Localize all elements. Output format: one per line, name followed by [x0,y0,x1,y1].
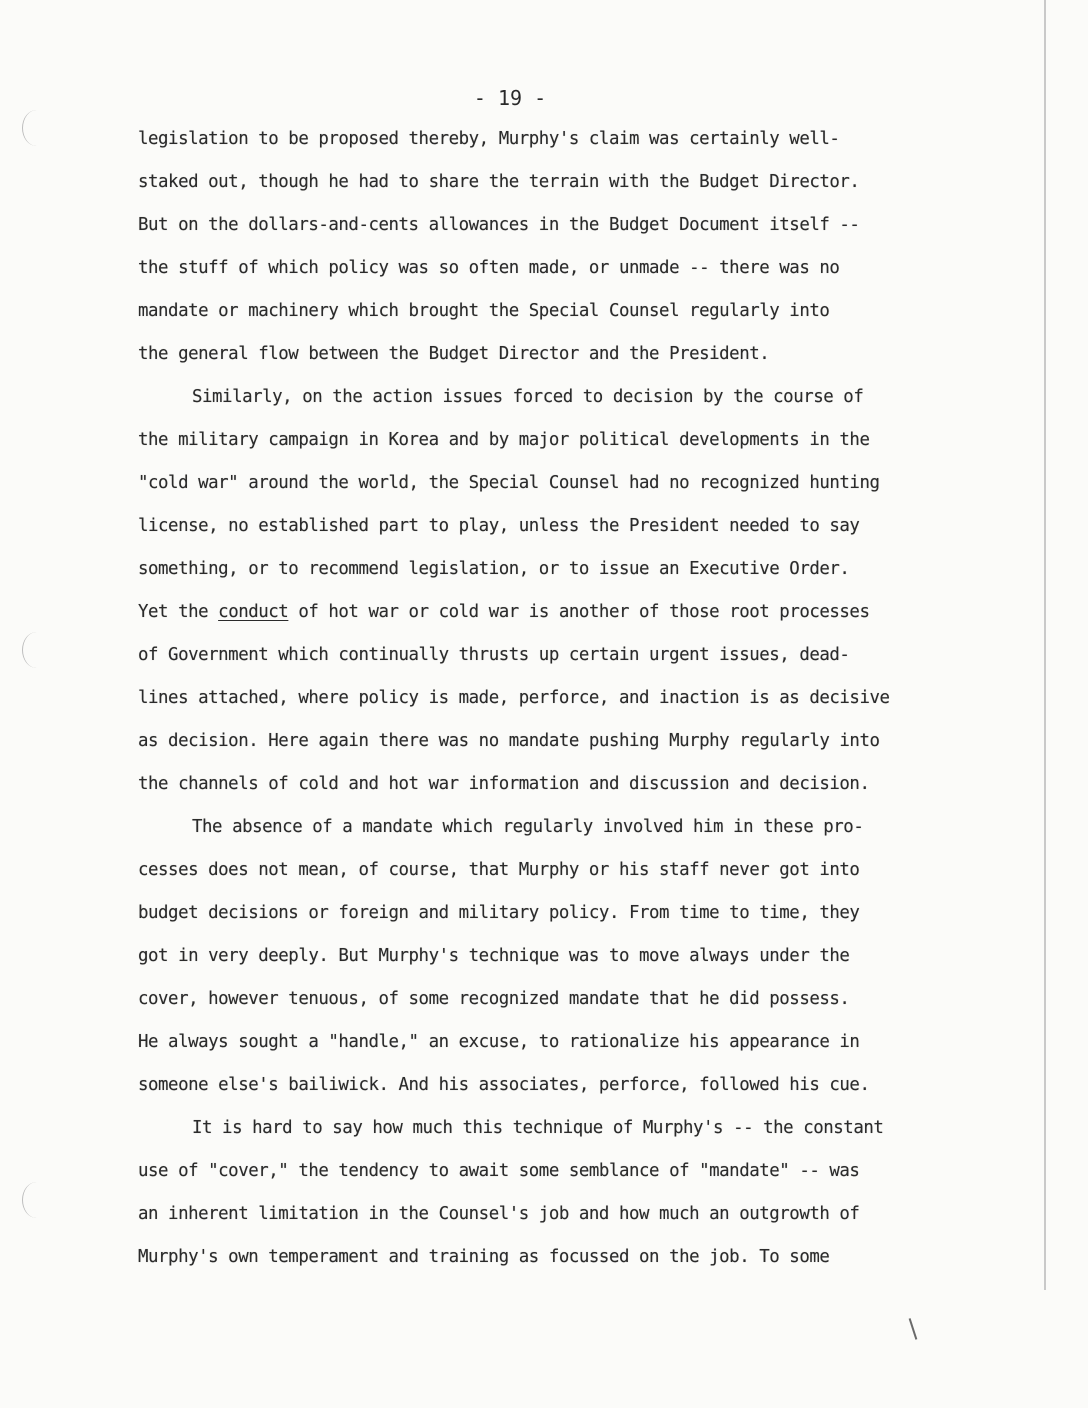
text-line: mandate or machinery which brought the Special Counsel regularly into [138,301,830,321]
line-text-after: of hot war or cold war is another of those root processes [288,602,870,622]
text-line: He always sought a "handle," an excuse, to rationalize his appearance in [138,1032,860,1052]
text-line: something, or to recommend legislation, or to issue an Executive Order. [138,559,850,579]
punch-hole-mark [22,632,51,668]
page-number: - 19 - [473,86,547,110]
text-line: of Government which continually thrusts up certain urgent issues, dead- [138,645,850,665]
text-line: the channels of cold and hot war information and discussion and decision. [138,774,870,794]
text-line: use of "cover," the tendency to await some semblance of "mandate" -- was [138,1161,860,1181]
text-line: as decision. Here again there was no mandate pushing Murphy regularly into [138,731,880,751]
text-line: legislation to be proposed thereby, Murphy's claim was certainly well- [138,129,840,149]
paragraph-start-line: Similarly, on the action issues forced to decision by the course of [192,387,864,407]
text-line: the military campaign in Korea and by major political developments in the [138,430,870,450]
paragraph-start-line: It is hard to say how much this technique of Murphy's -- the constant [192,1118,884,1138]
text-line: got in very deeply. But Murphy's technique was to move always under the [138,946,850,966]
text-line: lines attached, where policy is made, perforce, and inaction is as decisive [138,688,890,708]
text-line: an inherent limitation in the Counsel's job and how much an outgrowth of [138,1204,860,1224]
text-line: cesses does not mean, of course, that Murphy or his staff never got into [138,860,860,880]
line-text-before: Yet the [138,602,219,622]
text-line: "cold war" around the world, the Special Counsel had no recognized hunting [138,473,880,493]
page-edge-shadow [1044,0,1046,1290]
text-line: license, no established part to play, unless the President needed to say [138,516,860,536]
paragraph-start-line: The absence of a mandate which regularly involved him in these pro- [192,817,864,837]
text-line: budget decisions or foreign and military policy. From time to time, they [138,903,860,923]
text-line: Murphy's own temperament and training as focussed on the job. To some [138,1247,830,1267]
text-line: cover, however tenuous, of some recognized mandate that he did possess. [138,989,850,1009]
stray-mark [909,1318,917,1339]
typed-body-text [138,118,953,1279]
text-line: the general flow between the Budget Director and the President. [138,344,770,364]
text-line: But on the dollars-and-cents allowances in the Budget Document itself -- [138,215,860,235]
punch-hole-mark [22,1182,51,1218]
text-line: the stuff of which policy was so often made, or unmade -- there was no [138,258,840,278]
text-line-with-underline [138,591,953,634]
punch-hole-mark [22,110,51,146]
underlined-word: conduct [218,602,289,622]
text-line: someone else's bailiwick. And his associates, perforce, followed his cue. [138,1075,870,1095]
text-line: staked out, though he had to share the terrain with the Budget Director. [138,172,860,192]
